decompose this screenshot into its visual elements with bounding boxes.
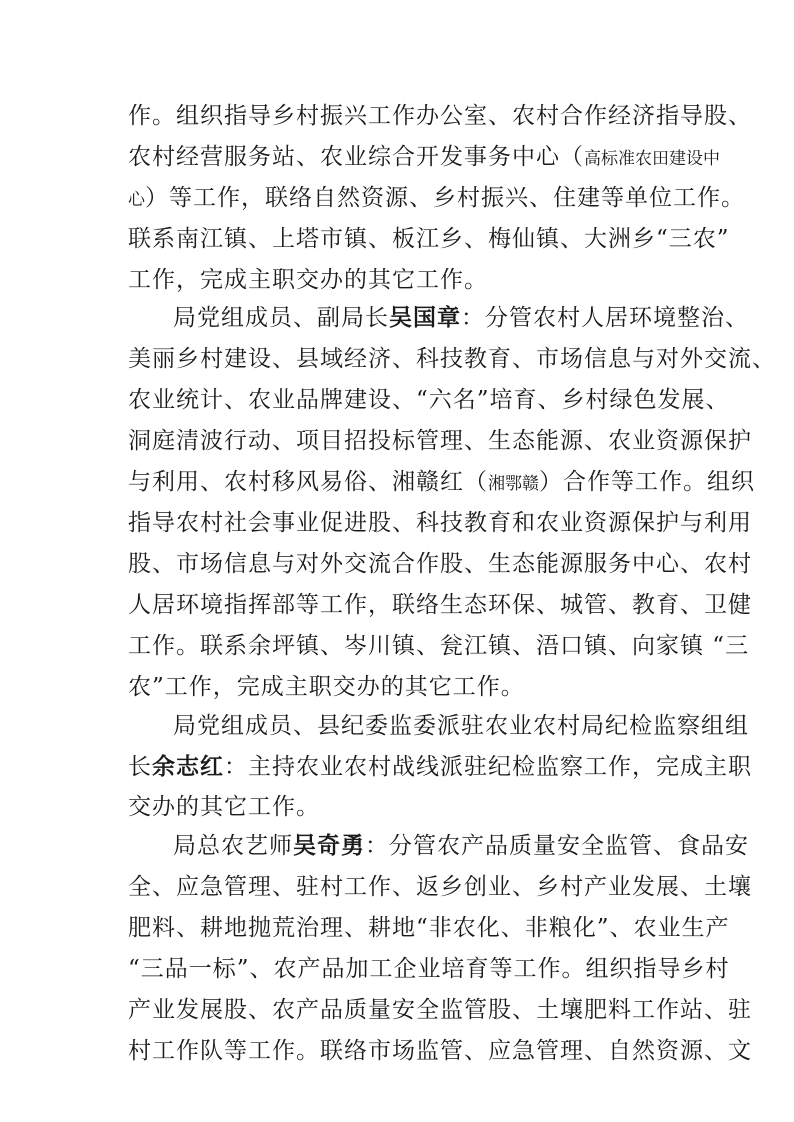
text-line [128, 630, 749, 662]
text-segment: 心 [128, 190, 145, 210]
text-line [128, 912, 730, 944]
text-line [128, 223, 730, 255]
text-segment: 局总农艺师 [173, 833, 293, 859]
text-segment: 洞庭清波行动、项目招投标管理、生态能源、农业资源保护 [128, 428, 752, 454]
person-name: 吴国章 [389, 304, 461, 331]
text-line [128, 343, 776, 375]
text-segment: 农业统计、农业品牌建设、“六名”培育、乡村绿色发展、 [128, 387, 730, 413]
text-line [128, 994, 752, 1026]
text-segment: 农村经营服务站、农业综合开发事务中心（ [128, 144, 584, 170]
person-name: 余志红 [152, 753, 224, 780]
text-line [128, 871, 752, 903]
text-line [128, 953, 730, 985]
text-line [128, 264, 488, 296]
text-segment: 产业发展股、农产品质量安全监管股、土壤肥料工作站、驻 [128, 997, 752, 1023]
text-line [128, 507, 752, 539]
text-segment: ）合作等工作。组织 [539, 469, 755, 495]
text-segment: ：分管农产品质量安全监管、食品安 [365, 833, 749, 859]
text-segment: 工作，完成主职交办的其它工作。 [128, 267, 488, 293]
text-line [128, 384, 730, 416]
text-segment: “三品一标”、农产品加工企业培育等工作。组织指导乡村 [128, 956, 730, 982]
text-segment: 全、应急管理、驻村工作、返乡创业、乡村产业发展、土壤 [128, 874, 752, 900]
text-line [128, 751, 752, 783]
text-segment: 高标准农田建设中 [584, 149, 720, 169]
text-segment: 股、市场信息与对外交流合作股、生态能源服务中心、农村 [128, 551, 752, 577]
text-segment: 作。组织指导乡村振兴工作办公室、农村合作经济指导股、 [128, 103, 752, 129]
text-segment: ）等工作，联络自然资源、乡村振兴、住建等单位工作。 [145, 185, 745, 211]
text-line [128, 548, 752, 580]
person-name: 吴奇勇 [293, 832, 365, 859]
text-line [128, 1035, 752, 1067]
text-line [128, 466, 755, 498]
text-segment: 指导农村社会事业促进股、科技教育和农业资源保护与利用 [128, 510, 752, 536]
text-segment: 村工作队等工作。联络市场监管、应急管理、自然资源、文 [128, 1038, 752, 1064]
text-line [128, 671, 525, 703]
text-segment: 农”工作，完成主职交办的其它工作。 [128, 674, 525, 700]
text-line [128, 100, 752, 132]
text-segment: ：主持农业农村战线派驻纪检监察工作，完成主职 [224, 754, 752, 780]
text-segment: 肥料、耕地抛荒治理、耕地“非农化、非粮化”、农业生产 [128, 915, 730, 941]
text-line [173, 830, 749, 862]
text-segment: 长 [128, 754, 152, 780]
text-segment: 湘鄂赣 [488, 474, 539, 494]
text-line [128, 791, 320, 823]
text-segment: 联系南江镇、上塔市镇、板江乡、梅仙镇、大洲乡“三农” [128, 226, 730, 252]
text-line [128, 589, 752, 621]
text-segment: 与利用、农村移风易俗、湘赣红（ [128, 469, 488, 495]
text-segment: 工作。联系余坪镇、岑川镇、瓮江镇、浯口镇、向家镇 “三 [128, 633, 750, 659]
text-line [173, 302, 749, 334]
text-segment: 美丽乡村建设、县域经济、科技教育、市场信息与对外交流、 [128, 346, 776, 372]
text-segment: 人居环境指挥部等工作，联络生态环保、城管、教育、卫健 [128, 592, 752, 618]
text-segment: 局党组成员、县纪委监委派驻农业农村局纪检监察组组 [173, 713, 749, 739]
text-line [128, 141, 720, 173]
text-line [128, 182, 745, 214]
text-segment: 局党组成员、副局长 [173, 305, 389, 331]
text-segment: ：分管农村人居环境整治、 [461, 305, 749, 331]
text-segment: 交办的其它工作。 [128, 794, 320, 820]
text-line [128, 425, 752, 457]
text-line [173, 710, 749, 742]
